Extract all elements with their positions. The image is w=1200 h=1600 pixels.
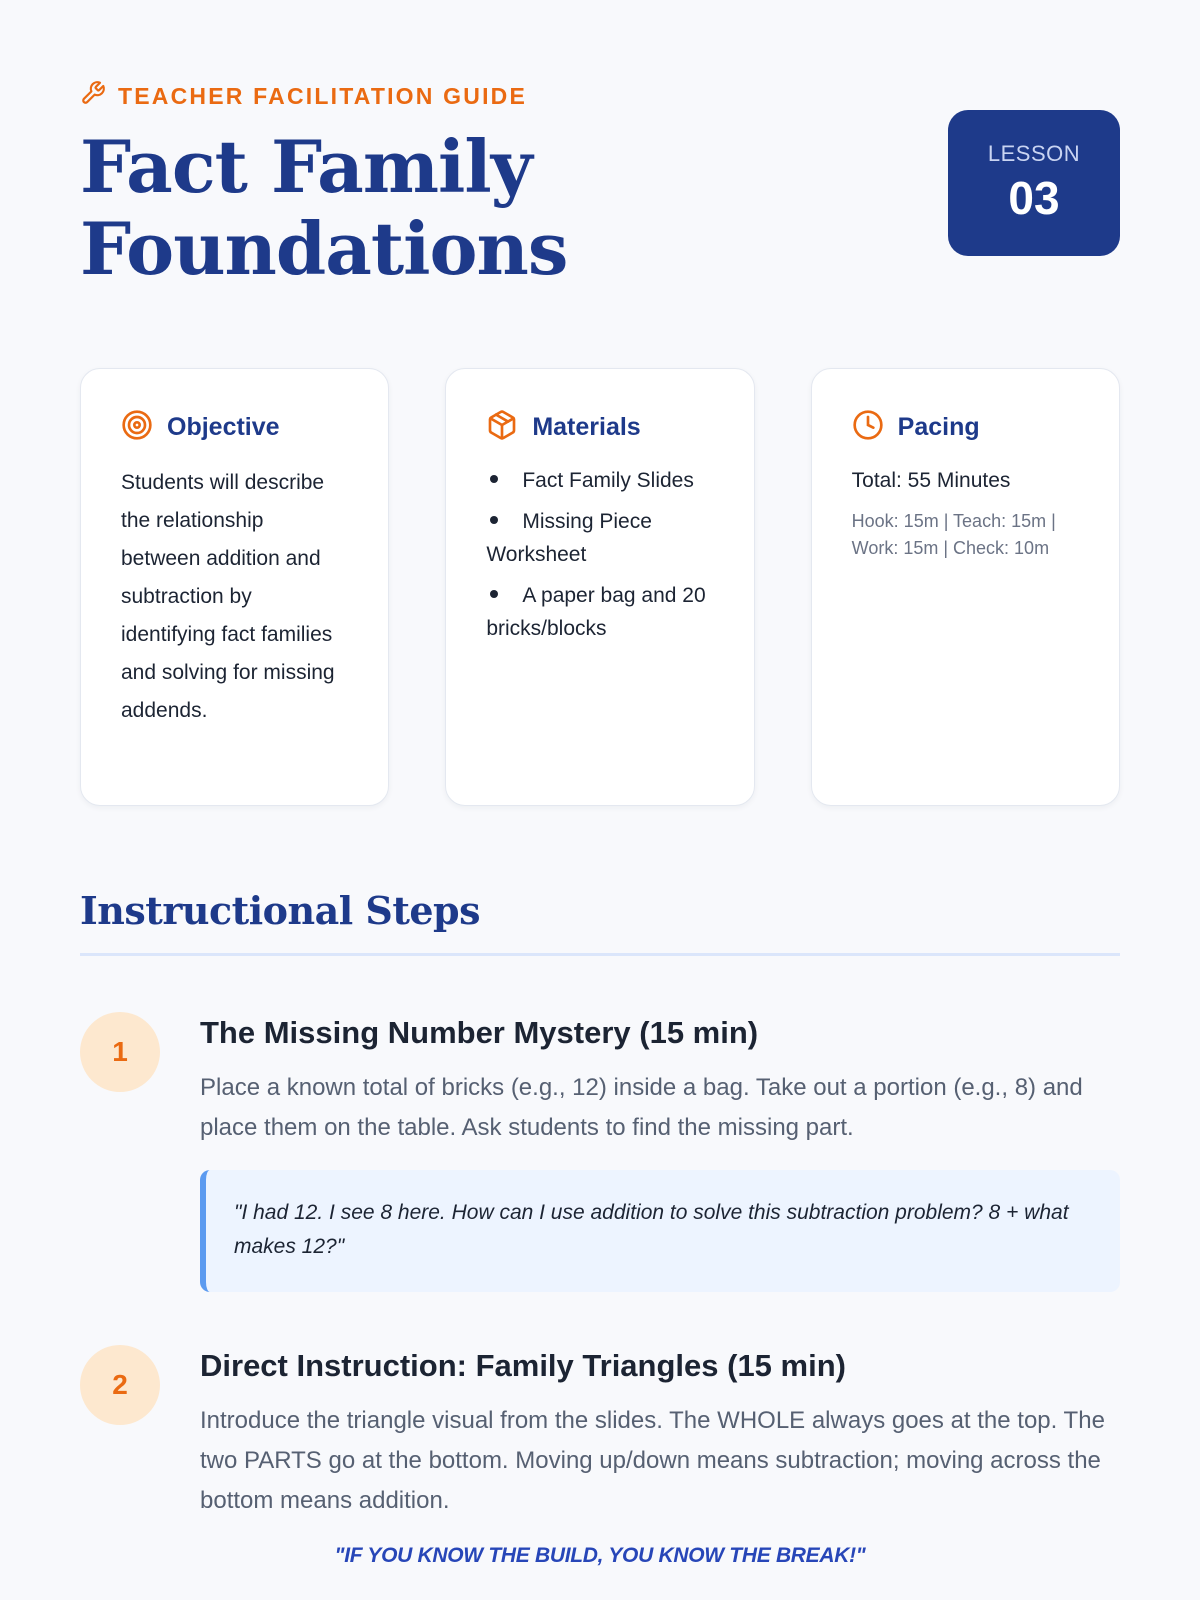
step-body xyxy=(200,1012,1120,1292)
lesson-number: 03 xyxy=(1008,172,1060,224)
materials-card-header xyxy=(486,409,713,446)
step-description: Introduce the triangle visual from the slides. The WHOLE always goes at the top. The two PARTS go at the bottom. Moving up/down means subtraction; moving across the bottom means addition. xyxy=(200,1407,1105,1514)
section-title: Instructional Steps xyxy=(80,888,481,933)
step-number-badge: 2 xyxy=(80,1345,160,1425)
pacing-breakdown: Hook: 15m | Teach: 15m | Work: 15m | Check: 10m xyxy=(851,511,1056,558)
teacher-script-callout: "I had 12. I see 8 here. How can I use addition to solve this subtraction problem? 8 + what makes 12?" xyxy=(200,1170,1120,1292)
overview-cards xyxy=(80,368,1120,806)
clock-icon xyxy=(852,409,884,446)
step-body xyxy=(200,1345,1120,1521)
list-item: Fact Family Slides xyxy=(486,464,713,497)
guide-eyebrow xyxy=(80,80,527,112)
step-number-badge: 1 xyxy=(80,1012,160,1092)
materials-card xyxy=(445,368,754,806)
title-line-1: Fact Family xyxy=(80,124,532,209)
facilitation-guide-page xyxy=(80,0,1120,1600)
page-title xyxy=(80,126,840,290)
lesson-badge xyxy=(948,110,1120,256)
list-item: Missing Piece Worksheet xyxy=(486,505,713,571)
target-icon xyxy=(121,409,153,446)
pacing-title: Pacing xyxy=(897,413,980,441)
step-title: Direct Instruction: Family Triangles (15 min) xyxy=(200,1348,846,1383)
section-divider xyxy=(80,953,1120,956)
slogan: "IF YOU KNOW THE BUILD, YOU KNOW THE BREAK!" xyxy=(334,1544,866,1567)
step-title: The Missing Number Mystery (15 min) xyxy=(200,1015,759,1050)
objective-card-header xyxy=(121,409,348,446)
pacing-card xyxy=(811,368,1120,806)
eyebrow-label: TEACHER FACILITATION GUIDE xyxy=(118,82,528,109)
title-line-2: Foundations xyxy=(80,206,568,291)
pacing-card-header xyxy=(852,409,1079,446)
list-item: A paper bag and 20 bricks/blocks xyxy=(486,579,713,645)
pacing-total: Total: 55 Minutes xyxy=(851,469,1011,492)
objective-card xyxy=(80,368,389,806)
objective-title: Objective xyxy=(167,413,280,441)
objective-text: Students will describe the relationship between addition and subtraction by identifying fact families and solving for missing addends. xyxy=(121,471,335,722)
lesson-label: LESSON xyxy=(987,141,1081,166)
step-description: Place a known total of bricks (e.g., 12) inside a bag. Take out a portion (e.g., 8) and place them on the table. Ask students to find the missing part. xyxy=(200,1074,1083,1141)
box-icon xyxy=(486,409,518,446)
materials-title: Materials xyxy=(532,413,641,441)
wrench-icon xyxy=(80,80,106,112)
materials-list xyxy=(486,464,713,645)
